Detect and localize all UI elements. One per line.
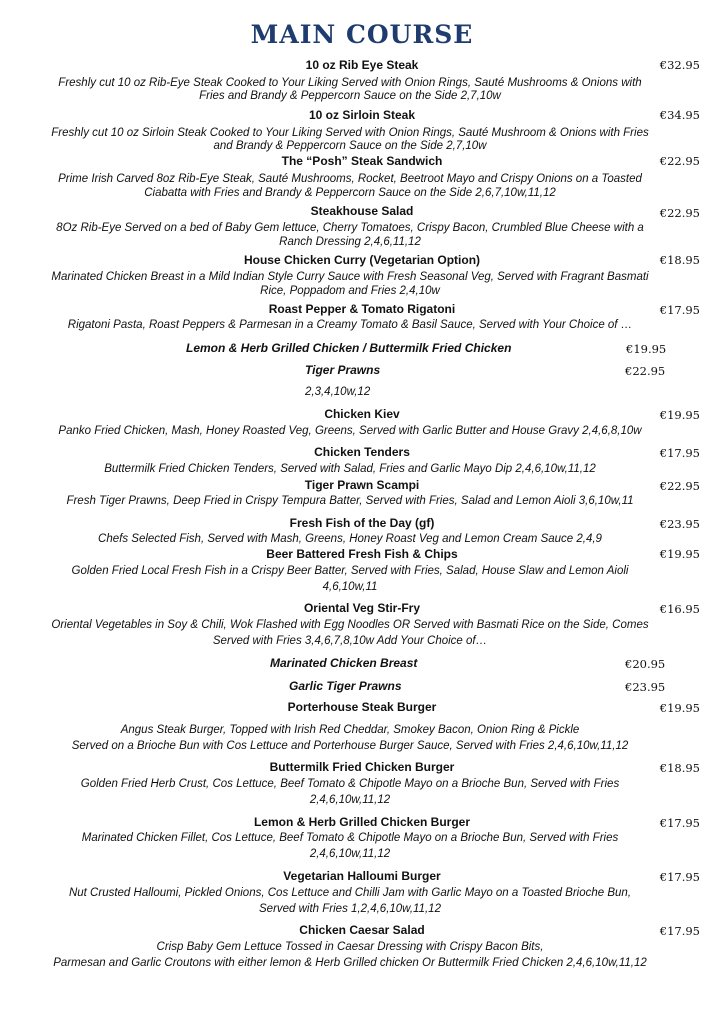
item-desc: Freshly cut 10 oz Sirloin Steak Cooked to Your Liking Served with Onion Rings, Sauté Mushroom & Onions with Fries	[51, 127, 649, 139]
item-name: 10 oz Rib Eye Steak	[305, 58, 419, 72]
option-name: Marinated Chicken Breast	[270, 656, 418, 670]
item-price: €19.95	[659, 701, 700, 715]
item-price: €22.95	[659, 206, 700, 220]
item-desc: 2,4,6,10w,11,12	[309, 848, 391, 860]
item-desc: Served on a Brioche Bun with Cos Lettuce and Porterhouse Burger Sauce, Served with Fries 2,4,6,10w,11,12	[71, 740, 629, 752]
page-title: MAIN COURSE	[250, 20, 474, 49]
item-desc: Freshly cut 10 oz Rib-Eye Steak Cooked to Your Liking Served with Onion Rings, Sauté Mushrooms & Onions with	[58, 77, 642, 89]
item-desc: Fries and Brandy & Peppercorn Sauce on the Side 2,7,10w	[199, 90, 501, 102]
option-price: €19.95	[626, 342, 667, 356]
item-price: €17.95	[659, 303, 700, 317]
item-name: House Chicken Curry (Vegetarian Option)	[243, 253, 481, 267]
item-name: Vegetarian Halloumi Burger	[283, 869, 441, 883]
item-desc: Golden Fried Herb Crust, Cos Lettuce, Beef Tomato & Chipotle Mayo on a Brioche Bun, Served with Fries	[80, 778, 620, 790]
option-price: €23.95	[625, 680, 666, 694]
item-desc: Fresh Tiger Prawns, Deep Fried in Crispy Tempura Batter, Served with Fries, Salad and Lemon Aioli 3,6,10w,11	[66, 495, 634, 507]
item-desc: Marinated Chicken Fillet, Cos Lettuce, Beef Tomato & Chipotle Mayo on a Brioche Bun, Served with Fries	[81, 832, 619, 844]
item-desc: and Brandy & Peppercorn Sauce on the Side 2,7,10w	[213, 140, 487, 152]
item-price: €19.95	[659, 547, 700, 561]
item-name: Oriental Veg Stir-Fry	[303, 601, 421, 615]
item-name: Chicken Tenders	[314, 445, 410, 459]
item-price: €22.95	[659, 154, 700, 168]
item-desc: 8Oz Rib-Eye Served on a bed of Baby Gem lettuce, Cherry Tomatoes, Crispy Bacon, Crumbled Blue Cheese with a	[56, 222, 644, 234]
item-name: Roast Pepper & Tomato Rigatoni	[268, 302, 456, 316]
item-name: Lemon & Herb Grilled Chicken Burger	[253, 815, 471, 829]
item-name: The “Posh” Steak Sandwich	[281, 154, 443, 168]
option-name: Tiger Prawns	[305, 363, 381, 377]
item-desc: Nut Crusted Halloumi, Pickled Onions, Cos Lettuce and Chilli Jam with Garlic Mayo on a Toasted Brioche Bun,	[68, 887, 632, 899]
allergen-note: 2,3,4,10w,12	[305, 386, 371, 398]
item-price: €17.95	[659, 446, 700, 460]
option-name: Garlic Tiger Prawns	[289, 679, 402, 693]
item-desc: 2,4,6,10w,11,12	[309, 794, 391, 806]
item-name: Porterhouse Steak Burger	[287, 700, 437, 714]
item-price: €17.95	[659, 870, 700, 884]
item-desc: Parmesan and Garlic Croutons with either lemon & Herb Grilled chicken Or Buttermilk Fried Chicken 2,4,6,10w,11,12	[53, 957, 647, 969]
item-name: Buttermilk Fried Chicken Burger	[269, 760, 455, 774]
item-desc: Ciabatta with Fries and Brandy & Peppercorn Sauce on the Side 2,6,7,10w,11,12	[144, 187, 556, 199]
option-price: €22.95	[625, 364, 666, 378]
option-price: €20.95	[625, 657, 666, 671]
item-desc: Oriental Vegetables in Soy & Chili, Wok Flashed with Egg Noodles OR Served with Basmati Rice on the Side, Comes	[51, 619, 649, 631]
item-name: Chicken Kiev	[324, 407, 400, 421]
item-price: €16.95	[659, 602, 700, 616]
item-desc: Crisp Baby Gem Lettuce Tossed in Caesar Dressing with Crispy Bacon Bits,	[156, 941, 544, 953]
item-desc: Buttermilk Fried Chicken Tenders, Served with Salad, Fries and Garlic Mayo Dip 2,4,6,10w,11,12	[104, 463, 596, 475]
item-name: Beer Battered Fresh Fish & Chips	[266, 547, 458, 561]
item-price: €34.95	[659, 108, 700, 122]
item-name: Steakhouse Salad	[310, 204, 414, 218]
item-price: €19.95	[659, 408, 700, 422]
item-desc: Prime Irish Carved 8oz Rib-Eye Steak, Sauté Mushrooms, Rocket, Beetroot Mayo and Crispy Onions on a Toasted	[58, 173, 642, 185]
item-name: Fresh Fish of the Day (gf)	[289, 516, 435, 530]
item-price: €23.95	[659, 517, 700, 531]
option-name: Lemon & Herb Grilled Chicken / Buttermilk Fried Chicken	[186, 341, 512, 355]
item-desc: Panko Fried Chicken, Mash, Honey Roasted Veg, Greens, Served with Garlic Butter and House Gravy 2,4,6,8,10w	[58, 425, 642, 437]
item-name: Tiger Prawn Scampi	[304, 478, 420, 492]
item-desc: Angus Steak Burger, Topped with Irish Red Cheddar, Smokey Bacon, Onion Ring & Pickle	[120, 724, 580, 736]
item-price: €32.95	[659, 58, 700, 72]
item-desc: Marinated Chicken Breast in a Mild Indian Style Curry Sauce with Fresh Seasonal Veg, Served with Fragrant Basmati	[51, 271, 649, 283]
item-name: Chicken Caesar Salad	[299, 923, 425, 937]
item-name: 10 oz Sirloin Steak	[308, 108, 416, 122]
item-price: €17.95	[659, 924, 700, 938]
item-desc: Rigatoni Pasta, Roast Peppers & Parmesan in a Creamy Tomato & Basil Sauce, Served with Your Choice of …	[67, 319, 633, 331]
item-desc: Served with Fries 3,4,6,7,8,10w Add Your Choice of…	[212, 635, 488, 647]
item-desc: Ranch Dressing 2,4,6,11,12	[279, 236, 421, 248]
item-price: €17.95	[659, 816, 700, 830]
item-desc: 4,6,10w,11	[322, 581, 378, 593]
item-desc: Golden Fried Local Fresh Fish in a Crispy Beer Batter, Served with Fries, Salad, House Slaw and Lemon Aioli	[71, 565, 629, 577]
item-desc: Chefs Selected Fish, Served with Mash, Greens, Honey Roast Veg and Lemon Cream Sauce 2,4,9	[98, 533, 602, 545]
item-price: €18.95	[659, 761, 700, 775]
item-price: €18.95	[659, 253, 700, 267]
item-desc: Rice, Poppadom and Fries 2,4,10w	[260, 285, 440, 297]
item-price: €22.95	[659, 479, 700, 493]
item-desc: Served with Fries 1,2,4,6,10w,11,12	[259, 903, 441, 915]
